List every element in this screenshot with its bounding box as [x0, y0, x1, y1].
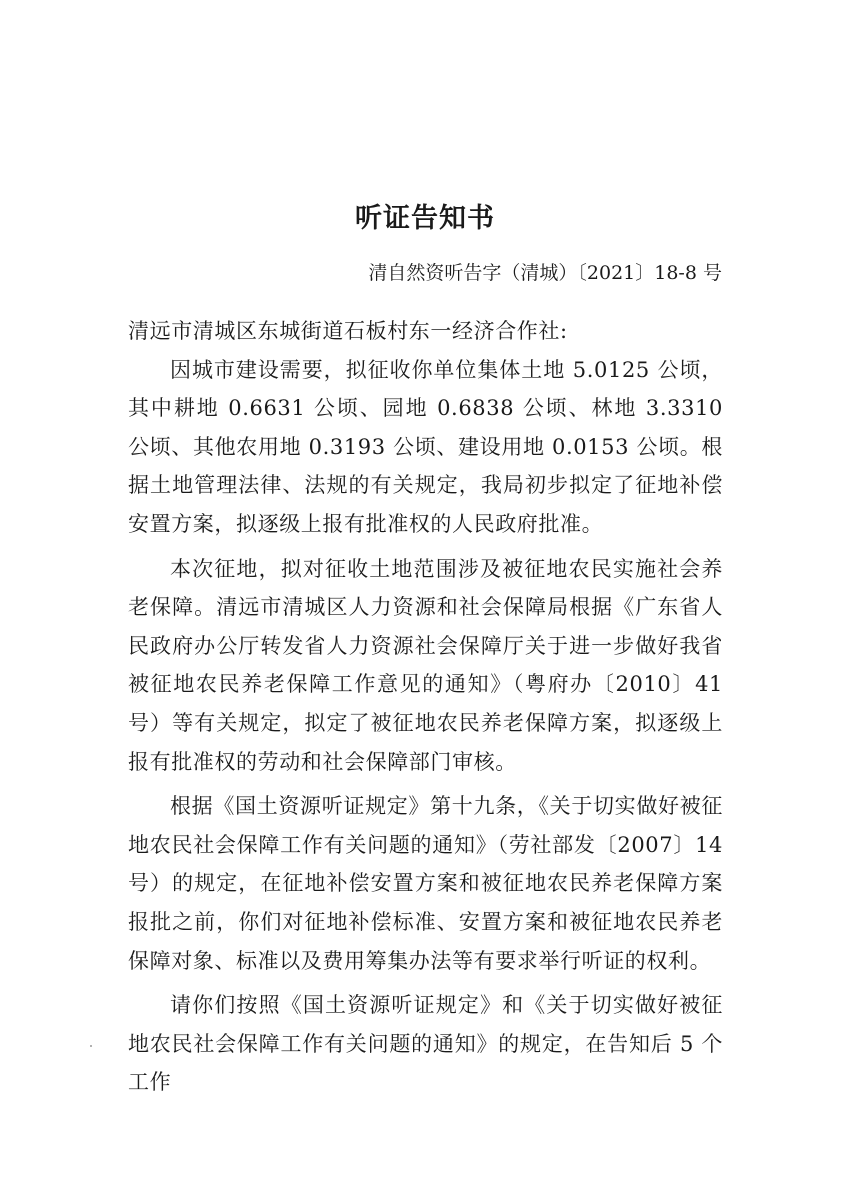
paragraph-land-acquisition: 因城市建设需要，拟征收你单位集体土地 5.0125 公顷，其中耕地 0.6631 公顷、园地 0.6838 公顷、林地 3.3310 公顷、其他农用地 0.3193 公顷、建设用地 0.0153 公顷。根据土地管理法律、法规的有关规定，我局初步拟定了征地补偿安置方案，拟逐级上报有批准权的人民政府批准。 — [128, 357, 723, 536]
document-body — [128, 312, 723, 1102]
document-title: 听证告知书 — [355, 203, 495, 234]
paragraph-hearing-request: 请你们按照《国土资源听证规定》和《关于切实做好被征地农民社会保障工作有关问题的通知》的规定，在告知后 5 个工作 — [128, 993, 723, 1095]
paragraph-hearing-rights: 根据《国土资源听证规定》第十九条，《关于切实做好被征地农民社会保障工作有关问题的通知》（劳社部发〔2007〕14 号）的规定，在征地补偿安置方案和被征地农民养老保障方案报批之前，你们对征地补偿标准、安置方案和被征地农民养老保障对象、标准以及费用筹集办法等有要求举行听证的权利。 — [128, 794, 723, 973]
salutation: 清远市清城区东城街道石板村东一经济合作社: — [128, 319, 568, 343]
scan-speck — [90, 1045, 92, 1047]
paragraph-pension-security: 本次征地，拟对征收土地范围涉及被征地农民实施社会养老保障。清远市清城区人力资源和社会保障局根据《广东省人民政府办公厅转发省人力资源社会保障厅关于进一步做好我省被征地农民养老保障工作意见的通知》（粤府办〔2010〕41 号）等有关规定，拟定了被征地农民养老保障方案，拟逐级上报有批准权的劳动和社会保障部门审核。 — [128, 556, 723, 774]
document-number: 清自然资听告字（清城）〔2021〕18-8 号 — [368, 262, 722, 284]
